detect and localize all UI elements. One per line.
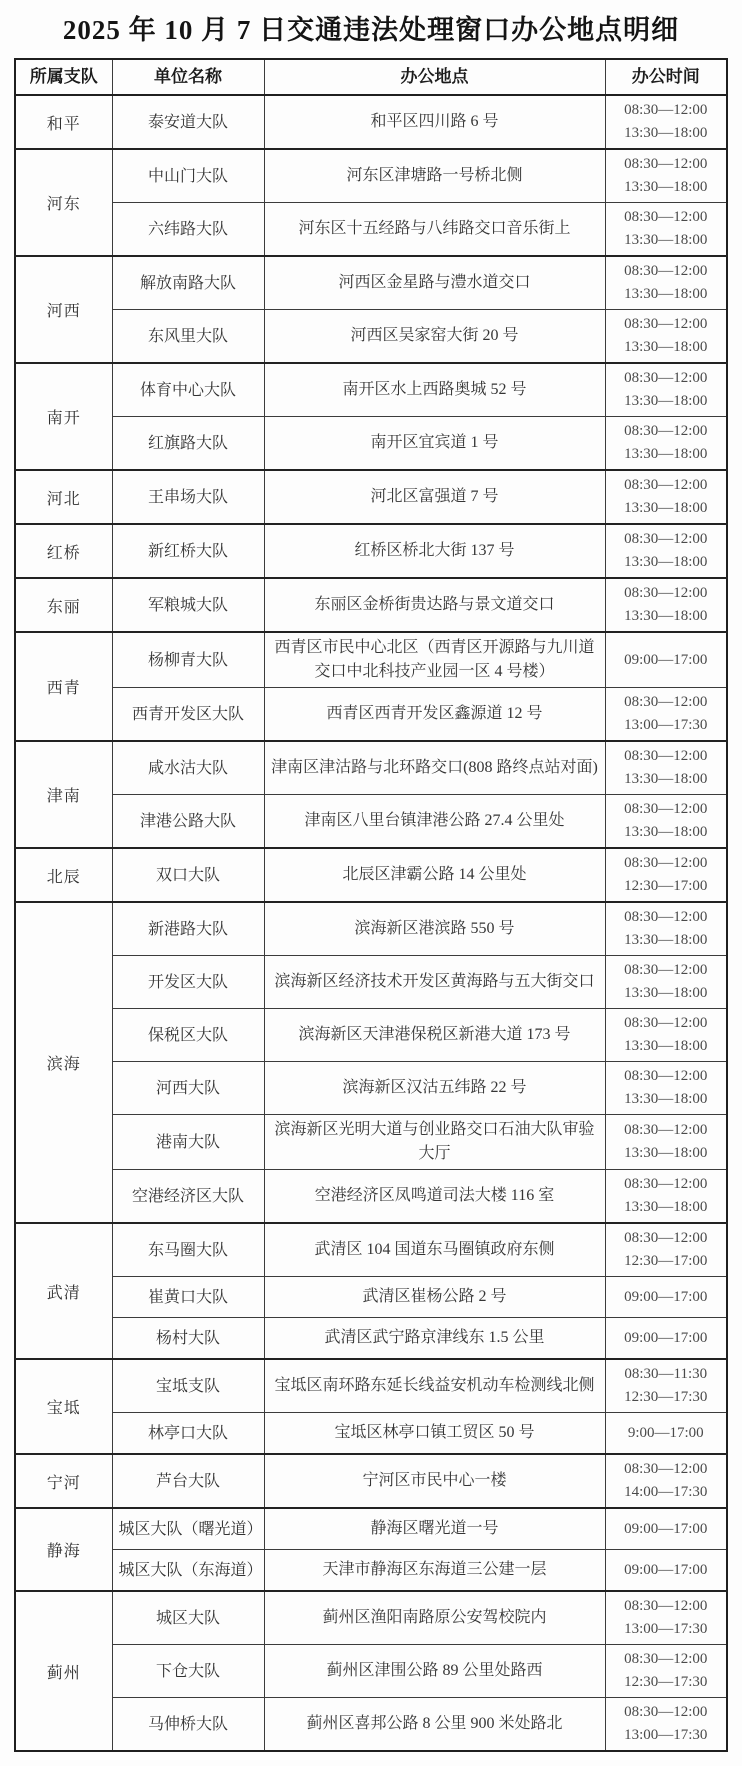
office-address-cell: 津南区津沽路与北环路交口(808 路终点站对面) xyxy=(264,741,605,795)
district-cell: 红桥 xyxy=(15,524,112,578)
district-cell: 北辰 xyxy=(15,848,112,902)
office-hours-line: 13:30—18:00 xyxy=(624,771,708,787)
office-hours-line: 13:30—18:00 xyxy=(624,286,708,302)
office-hours-line: 13:30—18:00 xyxy=(624,393,708,409)
table-row xyxy=(15,149,727,203)
office-address-cell: 宝坻区南环路东延长线益安机动车检测线北侧 xyxy=(264,1359,605,1413)
office-hours-cell xyxy=(605,1318,727,1360)
district-cell: 宝坻 xyxy=(15,1359,112,1454)
table-row xyxy=(15,1170,727,1224)
office-hours-line: 13:00—17:30 xyxy=(624,1727,708,1743)
office-hours-line: 08:30—12:00 xyxy=(624,1176,708,1192)
office-hours-line: 08:30—12:00 xyxy=(624,962,708,978)
office-address-cell: 和平区四川路 6 号 xyxy=(264,95,605,149)
office-address-cell: 北辰区津霸公路 14 公里处 xyxy=(264,848,605,902)
office-address-cell: 宁河区市民中心一楼 xyxy=(264,1454,605,1508)
office-hours-cell xyxy=(605,1454,727,1508)
office-address-cell: 滨海新区天津港保税区新港大道 173 号 xyxy=(264,1009,605,1062)
office-address-cell: 南开区宜宾道 1 号 xyxy=(264,417,605,471)
office-hours-cell xyxy=(605,1115,727,1170)
office-hours-line: 08:30—12:00 xyxy=(624,423,708,439)
office-hours-line: 08:30—12:00 xyxy=(624,1015,708,1031)
unit-name-cell: 保税区大队 xyxy=(112,1009,264,1062)
unit-name-cell: 红旗路大队 xyxy=(112,417,264,471)
district-cell: 河东 xyxy=(15,149,112,256)
office-address-cell: 河东区十五经路与八纬路交口音乐街上 xyxy=(264,203,605,257)
column-header-district: 所属支队 xyxy=(15,59,112,95)
office-address-cell: 武清区崔杨公路 2 号 xyxy=(264,1277,605,1318)
office-hours-line: 08:30—12:00 xyxy=(624,263,708,279)
table-row xyxy=(15,578,727,632)
table-row xyxy=(15,1062,727,1115)
table-row xyxy=(15,1009,727,1062)
district-cell: 西青 xyxy=(15,632,112,741)
district-cell: 河西 xyxy=(15,256,112,363)
office-hours-line: 13:00—17:30 xyxy=(624,1621,708,1637)
office-hours-line: 09:00—17:00 xyxy=(624,1329,708,1346)
office-hours-cell xyxy=(605,578,727,632)
unit-name-cell: 新红桥大队 xyxy=(112,524,264,578)
office-hours-cell xyxy=(605,1550,727,1592)
unit-name-cell: 西青开发区大队 xyxy=(112,688,264,742)
office-hours-line: 08:30—12:00 xyxy=(624,694,708,710)
table-row xyxy=(15,1645,727,1698)
office-address-cell: 西青区市民中心北区（西青区开源路与九川道交口中北科技产业园一区 4 号楼） xyxy=(264,632,605,688)
office-hours-cell xyxy=(605,1508,727,1550)
table-row xyxy=(15,902,727,956)
office-hours-line: 13:30—18:00 xyxy=(624,339,708,355)
table-header xyxy=(15,59,727,95)
office-hours-line: 08:30—12:00 xyxy=(624,531,708,547)
unit-name-cell: 体育中心大队 xyxy=(112,363,264,417)
office-address-cell: 滨海新区港滨路 550 号 xyxy=(264,902,605,956)
table-row xyxy=(15,1115,727,1170)
office-hours-line: 08:30—12:00 xyxy=(624,748,708,764)
table-row xyxy=(15,741,727,795)
office-hours-line: 13:30—18:00 xyxy=(624,985,708,1001)
office-hours-line: 08:30—12:00 xyxy=(624,1122,708,1138)
table-row xyxy=(15,632,727,688)
office-address-cell: 武清区武宁路京津线东 1.5 公里 xyxy=(264,1318,605,1360)
office-hours-cell xyxy=(605,1170,727,1224)
office-hours-line: 13:30—18:00 xyxy=(624,179,708,195)
unit-name-cell: 河西大队 xyxy=(112,1062,264,1115)
office-hours-cell xyxy=(605,1413,727,1455)
office-address-cell: 河西区金星路与澧水道交口 xyxy=(264,256,605,310)
unit-name-cell: 咸水沽大队 xyxy=(112,741,264,795)
office-hours-line: 08:30—12:00 xyxy=(624,156,708,172)
unit-name-cell: 空港经济区大队 xyxy=(112,1170,264,1224)
unit-name-cell: 解放南路大队 xyxy=(112,256,264,310)
district-cell: 河北 xyxy=(15,470,112,524)
office-hours-cell xyxy=(605,524,727,578)
office-hours-line: 13:30—18:00 xyxy=(624,232,708,248)
office-hours-cell xyxy=(605,470,727,524)
table-row xyxy=(15,1550,727,1592)
office-hours-line: 13:30—18:00 xyxy=(624,554,708,570)
unit-name-cell: 双口大队 xyxy=(112,848,264,902)
office-hours-line: 09:00—17:00 xyxy=(624,1520,708,1537)
unit-name-cell: 新港路大队 xyxy=(112,902,264,956)
office-address-cell: 南开区水上西路奥城 52 号 xyxy=(264,363,605,417)
office-hours-cell xyxy=(605,1277,727,1318)
office-hours-line: 12:30—17:00 xyxy=(624,1253,708,1269)
office-address-cell: 西青区西青开发区鑫源道 12 号 xyxy=(264,688,605,742)
district-cell: 滨海 xyxy=(15,902,112,1223)
office-hours-line: 08:30—12:00 xyxy=(624,477,708,493)
office-hours-line: 08:30—12:00 xyxy=(624,1461,708,1477)
table-row xyxy=(15,1359,727,1413)
unit-name-cell: 津港公路大队 xyxy=(112,795,264,849)
column-header-hours: 办公时间 xyxy=(605,59,727,95)
unit-name-cell: 东风里大队 xyxy=(112,310,264,364)
office-hours-cell xyxy=(605,95,727,149)
unit-name-cell: 崔黄口大队 xyxy=(112,1277,264,1318)
office-hours-cell xyxy=(605,1645,727,1698)
table-row xyxy=(15,417,727,471)
office-hours-line: 08:30—12:00 xyxy=(624,909,708,925)
office-address-cell: 红桥区桥北大街 137 号 xyxy=(264,524,605,578)
table-row xyxy=(15,1508,727,1550)
column-header-address: 办公地点 xyxy=(264,59,605,95)
office-hours-line: 13:30—18:00 xyxy=(624,1199,708,1215)
office-hours-line: 08:30—12:00 xyxy=(624,1651,708,1667)
office-address-cell: 蓟州区喜邦公路 8 公里 900 米处路北 xyxy=(264,1698,605,1752)
office-hours-cell xyxy=(605,1062,727,1115)
office-hours-line: 08:30—12:00 xyxy=(624,1704,708,1720)
unit-name-cell: 宝坻支队 xyxy=(112,1359,264,1413)
office-hours-cell xyxy=(605,310,727,364)
office-hours-line: 13:30—18:00 xyxy=(624,125,708,141)
office-hours-cell xyxy=(605,741,727,795)
office-address-cell: 武清区 104 国道东马圈镇政府东侧 xyxy=(264,1223,605,1277)
office-hours-line: 09:00—17:00 xyxy=(624,1288,708,1305)
page-title: 2025 年 10 月 7 日交通违法处理窗口办公地点明细 xyxy=(62,15,680,45)
unit-name-cell: 泰安道大队 xyxy=(112,95,264,149)
table-row xyxy=(15,1454,727,1508)
district-cell: 东丽 xyxy=(15,578,112,632)
table-row xyxy=(15,470,727,524)
table-row xyxy=(15,1413,727,1455)
office-hours-line: 09:00—17:00 xyxy=(624,1561,708,1578)
district-cell: 和平 xyxy=(15,95,112,149)
office-address-cell: 东丽区金桥街贵达路与景文道交口 xyxy=(264,578,605,632)
unit-name-cell: 六纬路大队 xyxy=(112,203,264,257)
table-row xyxy=(15,848,727,902)
unit-name-cell: 林亭口大队 xyxy=(112,1413,264,1455)
office-hours-line: 12:30—17:30 xyxy=(624,1674,708,1690)
table-row xyxy=(15,1318,727,1360)
office-hours-cell xyxy=(605,1698,727,1752)
office-hours-cell xyxy=(605,1359,727,1413)
office-address-cell: 滨海新区经济技术开发区黄海路与五大街交口 xyxy=(264,956,605,1009)
office-hours-cell xyxy=(605,417,727,471)
office-hours-cell xyxy=(605,956,727,1009)
table-row xyxy=(15,956,727,1009)
office-address-cell: 津南区八里台镇津港公路 27.4 公里处 xyxy=(264,795,605,849)
office-address-cell: 滨海新区汉沽五纬路 22 号 xyxy=(264,1062,605,1115)
office-hours-line: 08:30—12:00 xyxy=(624,316,708,332)
office-hours-line: 08:30—12:00 xyxy=(624,1068,708,1084)
unit-name-cell: 东马圈大队 xyxy=(112,1223,264,1277)
district-cell: 津南 xyxy=(15,741,112,848)
unit-name-cell: 中山门大队 xyxy=(112,149,264,203)
office-hours-cell xyxy=(605,632,727,688)
office-hours-line: 13:30—18:00 xyxy=(624,1145,708,1161)
office-hours-cell xyxy=(605,203,727,257)
table-row xyxy=(15,203,727,257)
office-hours-cell xyxy=(605,688,727,742)
table-row xyxy=(15,256,727,310)
office-hours-cell xyxy=(605,363,727,417)
office-hours-cell xyxy=(605,795,727,849)
office-hours-line: 13:30—18:00 xyxy=(624,932,708,948)
district-cell: 南开 xyxy=(15,363,112,470)
office-address-cell: 河西区吴家窑大街 20 号 xyxy=(264,310,605,364)
unit-name-cell: 杨村大队 xyxy=(112,1318,264,1360)
unit-name-cell: 下仓大队 xyxy=(112,1645,264,1698)
office-hours-cell xyxy=(605,1223,727,1277)
office-hours-cell xyxy=(605,1591,727,1645)
office-hours-cell xyxy=(605,848,727,902)
unit-name-cell: 港南大队 xyxy=(112,1115,264,1170)
office-hours-line: 13:30—18:00 xyxy=(624,824,708,840)
district-cell: 宁河 xyxy=(15,1454,112,1508)
table-row xyxy=(15,1223,727,1277)
unit-name-cell: 城区大队（曙光道） xyxy=(112,1508,264,1550)
table-row xyxy=(15,795,727,849)
office-hours-line: 08:30—12:00 xyxy=(624,855,708,871)
office-locations-table xyxy=(14,58,728,1752)
office-hours-line: 08:30—12:00 xyxy=(624,801,708,817)
office-hours-line: 12:30—17:30 xyxy=(624,1389,708,1405)
office-hours-line: 08:30—12:00 xyxy=(624,102,708,118)
office-address-cell: 蓟州区津围公路 89 公里处路西 xyxy=(264,1645,605,1698)
unit-name-cell: 杨柳青大队 xyxy=(112,632,264,688)
table-row xyxy=(15,1277,727,1318)
office-hours-line: 08:30—12:00 xyxy=(624,209,708,225)
unit-name-cell: 马伸桥大队 xyxy=(112,1698,264,1752)
office-address-cell: 河东区津塘路一号桥北侧 xyxy=(264,149,605,203)
office-hours-line: 13:30—18:00 xyxy=(624,446,708,462)
office-hours-line: 08:30—12:00 xyxy=(624,1598,708,1614)
office-address-cell: 蓟州区渔阳南路原公安驾校院内 xyxy=(264,1591,605,1645)
district-cell: 静海 xyxy=(15,1508,112,1591)
office-address-cell: 静海区曙光道一号 xyxy=(264,1508,605,1550)
unit-name-cell: 军粮城大队 xyxy=(112,578,264,632)
office-hours-cell xyxy=(605,149,727,203)
office-hours-line: 14:00—17:30 xyxy=(624,1484,708,1500)
office-hours-cell xyxy=(605,256,727,310)
district-cell: 蓟州 xyxy=(15,1591,112,1751)
table-body xyxy=(15,95,727,1751)
unit-name-cell: 芦台大队 xyxy=(112,1454,264,1508)
office-hours-line: 08:30—12:00 xyxy=(624,370,708,386)
office-hours-line: 13:30—18:00 xyxy=(624,1091,708,1107)
office-address-cell: 滨海新区光明大道与创业路交口石油大队审验大厅 xyxy=(264,1115,605,1170)
office-address-cell: 河北区富强道 7 号 xyxy=(264,470,605,524)
unit-name-cell: 开发区大队 xyxy=(112,956,264,1009)
table-row xyxy=(15,524,727,578)
office-hours-cell xyxy=(605,1009,727,1062)
unit-name-cell: 城区大队 xyxy=(112,1591,264,1645)
office-hours-line: 9:00—17:00 xyxy=(627,1424,704,1441)
table-row xyxy=(15,1698,727,1752)
table-row xyxy=(15,1591,727,1645)
office-address-cell: 天津市静海区东海道三公建一层 xyxy=(264,1550,605,1592)
office-hours-line: 13:30—18:00 xyxy=(624,1038,708,1054)
column-header-unit: 单位名称 xyxy=(112,59,264,95)
office-hours-line: 13:00—17:30 xyxy=(624,717,708,733)
office-hours-line: 08:30—12:00 xyxy=(624,1230,708,1246)
table-row xyxy=(15,310,727,364)
table-row xyxy=(15,363,727,417)
table-row xyxy=(15,688,727,742)
office-hours-cell xyxy=(605,902,727,956)
office-hours-line: 08:30—11:30 xyxy=(624,1366,708,1382)
district-cell: 武清 xyxy=(15,1223,112,1359)
office-address-cell: 空港经济区凤鸣道司法大楼 116 室 xyxy=(264,1170,605,1224)
office-hours-line: 13:30—18:00 xyxy=(624,608,708,624)
table-row xyxy=(15,95,727,149)
office-hours-line: 13:30—18:00 xyxy=(624,500,708,516)
office-address-cell: 宝坻区林亭口镇工贸区 50 号 xyxy=(264,1413,605,1455)
office-hours-line: 09:00—17:00 xyxy=(624,651,708,668)
unit-name-cell: 王串场大队 xyxy=(112,470,264,524)
office-hours-line: 08:30—12:00 xyxy=(624,585,708,601)
office-hours-line: 12:30—17:00 xyxy=(624,878,708,894)
header-row xyxy=(15,59,727,95)
unit-name-cell: 城区大队（东海道） xyxy=(112,1550,264,1592)
